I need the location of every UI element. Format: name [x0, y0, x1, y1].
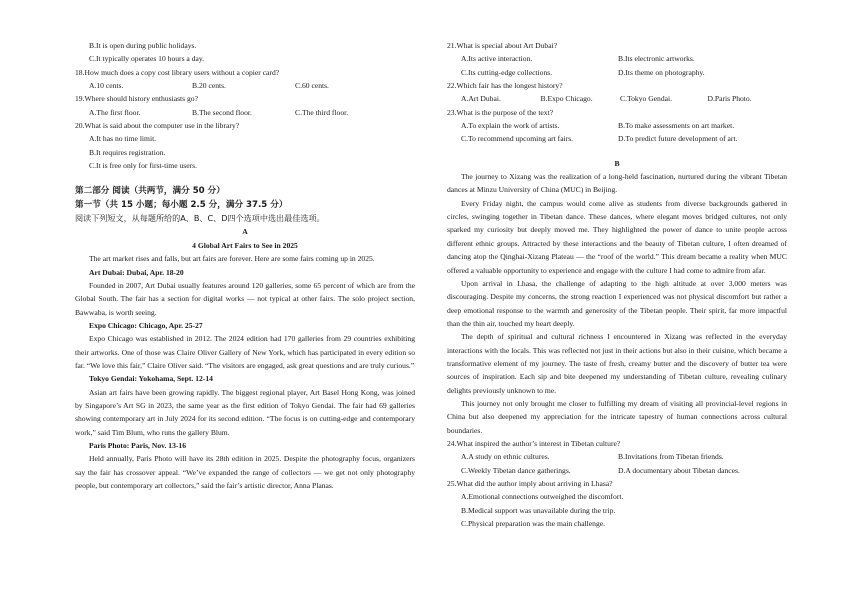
q24-option-b: B.Invitations from Tibetan friends. — [618, 452, 724, 462]
q24-options-row2 — [447, 464, 787, 477]
passage-a-intro: The art market rises and falls, but art fairs are forever. Here are some fairs coming up in 2025. — [89, 254, 375, 264]
q21-option-c: C.Its cutting-edge collections. — [461, 67, 553, 77]
q22-option-d: D.Paris Photo. — [707, 94, 752, 104]
reading-instruction: 阅读下列短文，从每题所给的A、B、C、D四个选项中选出最佳选项。 — [75, 213, 325, 224]
right-column — [447, 39, 787, 530]
passage-b-paragraph-3: Upon arrival in Lhasa, the challenge of adapting to the high altitude at over 3,000 meters was discouraging. Despite my concerns, the strong reaction I experienced was not physical discomfort but rather a deep emotional response to the warmth and generosity of the Tibetan people. Their spirit, far more impactful than the thin air, touched my heart deeply. — [447, 278, 787, 328]
q21-options-row2 — [447, 66, 787, 79]
q17-option-b: B.It is open during public holidays. — [89, 41, 197, 50]
passage-a-label: A — [242, 227, 248, 237]
q22-option-b: B.Expo Chicago. — [540, 94, 593, 104]
q22-option-a: A.Art Dubai. — [461, 94, 501, 104]
q25-option-a: A.Emotional connections outweighed the discomfort. — [461, 492, 624, 502]
q19-options — [75, 106, 415, 119]
passage-b-paragraph-5: This journey not only brought me closer to fulfilling my dream of visiting all provincial-level regions in China but also deepened my appreciation for the intricate tapestry of human connections across cultural boundaries. — [447, 398, 787, 435]
q18-stem: 18.How much does a copy cost library users without a copier card? — [75, 67, 280, 77]
fair-heading-art-dubai: Art Dubai: Dubai, Apr. 18-20 — [89, 267, 184, 277]
q23-option-c: C.To recommend upcoming art fairs. — [461, 134, 574, 144]
q21-option-b: B.Its electronic artworks. — [618, 54, 695, 64]
q25-option-b: B.Medical support was unavailable during the trip. — [461, 505, 616, 515]
q25-option-c: C.Physical preparation was the main challenge. — [461, 519, 606, 529]
part2-heading: 第二部分 阅读（共两节，满分 50 分） — [75, 186, 225, 197]
section1-heading: 第一节（共 15 小题；每小题 2.5 分，满分 37.5 分） — [75, 199, 288, 210]
q22-option-c: C.Tokyo Gendai. — [620, 94, 673, 104]
q17-option-c: C.It typically operates 10 hours a day. — [89, 54, 205, 64]
q22-stem: 22.Which fair has the longest history? — [447, 81, 563, 91]
fair-heading-paris-photo: Paris Photo: Paris, Nov. 13-16 — [89, 440, 187, 450]
q24-stem: 24.What inspired the author’s interest in Tibetan culture? — [447, 438, 621, 448]
q21-stem: 21.What is special about Art Dubai? — [447, 41, 558, 50]
left-column — [75, 39, 415, 492]
q23-option-a: A.To explain the work of artists. — [461, 121, 560, 131]
q24-option-d: D.A documentary about Tibetan dances. — [618, 465, 740, 475]
q23-options-row1 — [447, 119, 787, 132]
passage-a-title: 4 Global Art Fairs to See in 2025 — [192, 240, 298, 250]
q18-option-a: A.10 cents. — [89, 81, 124, 91]
q20-stem: 20.What is said about the computer use in the library? — [75, 121, 240, 131]
passage-b-paragraph-2: Every Friday night, the campus would come alive as students from diverse backgrounds gathered in circles, swinging together in Tibetan dance. These dances, where elegant moves bridged cultures, not only sparked my curiosity but deeply moved me. They highlighted the power of dance to unite people across different ethnic groups. Attracted by these interactions and the beauty of Tibetan culture, I often dreamed of dancing atop the Qinghai-Xizang Plateau — the “roof of the world.” This dream became a reality when MUC offered a valuable opportunity to experience and engage with the culture I had come to admire from afar. — [447, 198, 787, 275]
q21-option-d: D.Its theme on photography. — [618, 67, 705, 77]
fair-body-art-dubai: Founded in 2007, Art Dubai usually features around 120 galleries, some 65 percent of which are from the Global South. The fair has a section for digital works — not typical at other fairs. The solo project section, Bawwaba, is worth seeing. — [75, 280, 415, 317]
q19-option-a: A.The first floor. — [89, 107, 141, 117]
q18-option-b: B.20 cents. — [192, 81, 226, 91]
q19-option-b: B.The second floor. — [192, 107, 252, 117]
q20-option-c: C.It is free only for first-time users. — [89, 161, 197, 171]
q19-option-c: C.The third floor. — [295, 107, 349, 117]
fair-body-paris-photo: Held annually, Paris Photo will have its 28th edition in 2025. Despite the photography focus, organizers say the fair has crossover appeal. “We’ve expanded the range of collectors — we get not only photography people, but contemporary art collectors,” said the fair’s artistic director, Anna Planas. — [75, 454, 415, 490]
q20-option-a: A.It has no time limit. — [89, 134, 157, 144]
q23-option-d: D.To predict future development of art. — [618, 134, 738, 144]
q21-options-row1 — [447, 52, 787, 65]
passage-b-paragraph-4: The depth of spiritual and cultural richness I encountered in Xizang was reflected in the everyday interactions with the locals. This was reflected not just in their actions but also in their cuisine, which became a transformative element of my journey. The taste of fresh, creamy butter and the discovery of butter tea were sources of inspiration. Each sip and bite deepened my understanding of Tibetan culture, revealing culinary delights previously unknown to me. — [447, 332, 787, 395]
passage-b-label: B — [614, 158, 620, 168]
q23-option-b: B.To make assessments on art market. — [618, 121, 735, 131]
fair-heading-tokyo-gendai: Tokyo Gendai: Yokohama, Sept. 12-14 — [89, 374, 213, 384]
q23-stem: 23.What is the purpose of the text? — [447, 107, 554, 117]
fair-body-tokyo-gendai: Asian art fairs have been growing rapidly. The biggest regional player, Art Basel Hong Kong, was joined by Singapore’s Art SG in 2023, the same year as the first edition of Tokyo Gendai. The fair had 69 galleries showing contemporary art in July 2024 for its second edition. “The focus is on cutting-edge and contemporary work,” said Tim Blum, who runs the gallery Blum. — [75, 387, 415, 437]
q23-options-row2 — [447, 132, 787, 145]
fair-heading-expo-chicago: Expo Chicago: Chicago, Apr. 25-27 — [89, 320, 203, 330]
q24-option-a: A.A study on ethnic cultures. — [461, 452, 550, 462]
q25-stem: 25.What did the author imply about arriving in Lhasa? — [447, 479, 613, 488]
q19-stem: 19.Where should history enthusiasts go? — [75, 94, 198, 104]
fair-body-expo-chicago: Expo Chicago was established in 2012. The 2024 edition had 170 galleries from 29 countries exhibiting their artworks. One of those was Claire Oliver Gallery of New York, which has participated in every edition so far. “We love this fair,” Claire Oliver said. “The visitors are engaged, ask great questions and are truly curious.” — [75, 334, 415, 370]
q24-options-row1 — [447, 450, 787, 463]
q18-options — [75, 79, 415, 92]
q22-options — [447, 92, 787, 105]
passage-b-paragraph-1: The journey to Xizang was the realization of a long-held fascination, nurtured during the vibrant Tibetan dances at Minzu University of China (MUC) in Beijing. — [447, 172, 787, 195]
q21-option-a: A.Its active interaction. — [461, 54, 533, 64]
q20-option-b: B.It requires registration. — [89, 147, 166, 157]
q18-option-c: C.60 cents. — [295, 81, 329, 91]
q24-option-c: C.Weekly Tibetan dance gatherings. — [461, 465, 571, 475]
